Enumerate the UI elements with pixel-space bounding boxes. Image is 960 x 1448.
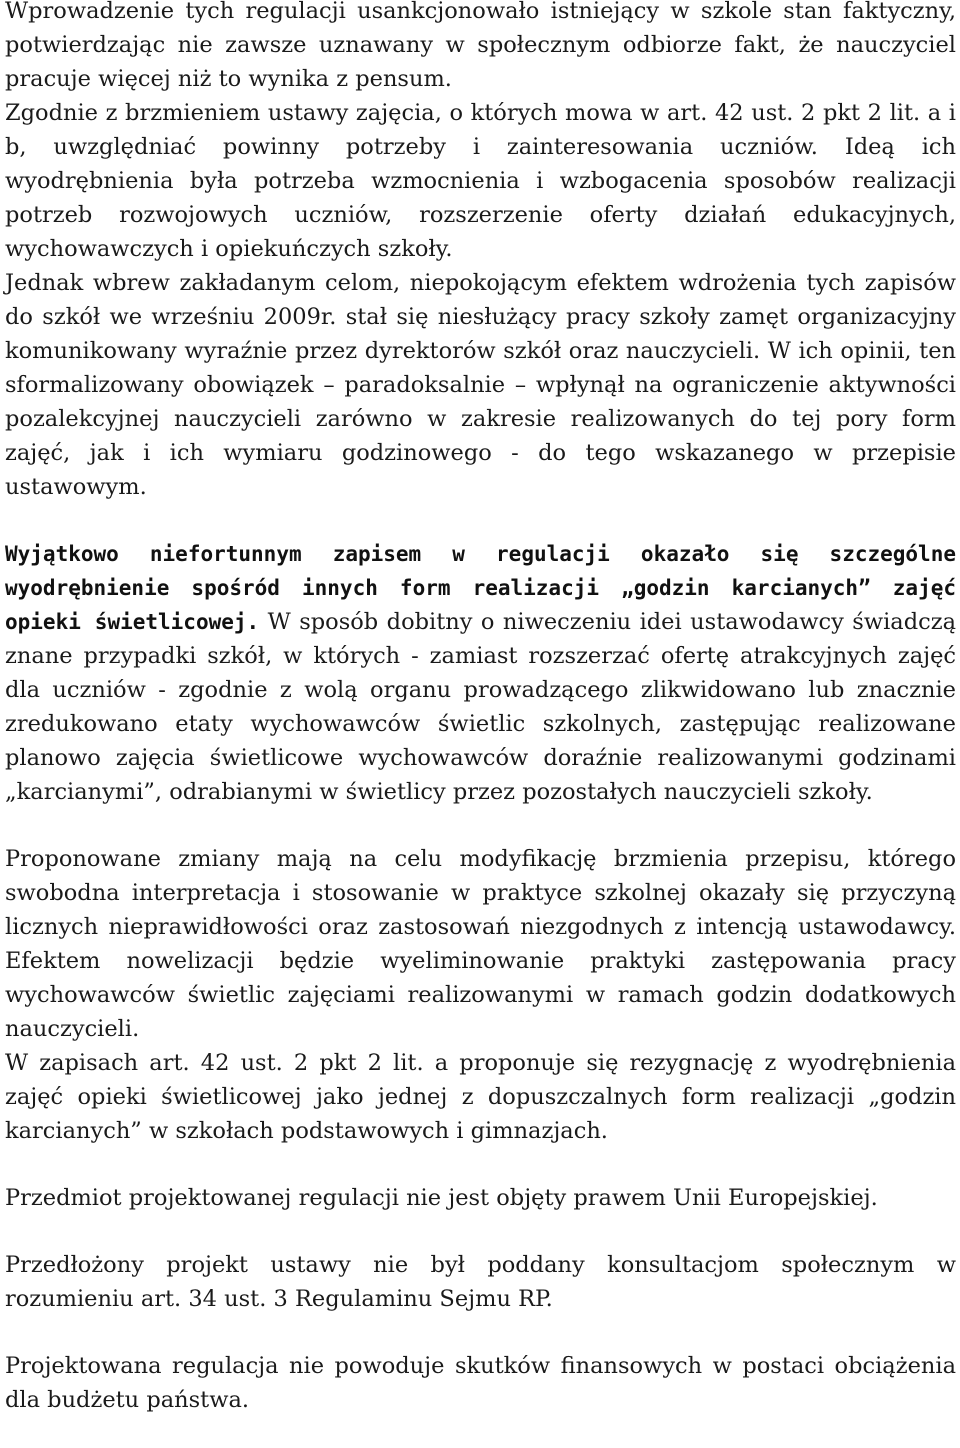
paragraph-gap: [5, 1215, 956, 1248]
paragraph-pensum: Wprowadzenie tych regulacji usankcjonowało istniejący w szkole stan faktyczny, potwierdzając nie zawsze uznawany w społecznym odbiorze fakt, że nauczyciel pracuje więcej niż to wynika z pensum.: [5, 0, 956, 92]
paragraph-proposed-changes: Proponowane zmiany mają na celu modyfikację brzmienia przepisu, którego swobodna interpretacja i stosowanie w praktyce szkolnej okazały się przyczyną licznych nieprawidłowości oraz zastosowań niezgodnych z intencją ustawodawcy. Efektem nowelizacji będzie wyeliminowanie praktyki zastępowania pracy wychowawców świetlic zajęciami realizowanymi w ramach godzin dodatkowych nauczycieli.: [5, 846, 956, 1042]
paragraph-consultations: Przedłożony projekt ustawy nie był poddany konsultacjom społecznym w rozumieniu art. 34 ust. 3 Regulaminu Sejmu RP.: [5, 1252, 956, 1312]
paragraph-gap: [5, 504, 956, 537]
paragraph-article-42: Zgodnie z brzmieniem ustawy zajęcia, o których mowa w art. 42 ust. 2 pkt 2 lit. a i b, uwzględniać powinny potrzeby i zainteresowania uczniów. Ideą ich wyodrębnienia była potrzeba wzmocnienia i wzbogacenia sposobów realizacji potrzeb rozwojowych uczniów, rozszerzenie oferty działań edukacyjnych, wychowawczych i opiekuńczych szkoły.: [5, 100, 956, 262]
paragraph-day-room-care-text: W sposób dobitny o niweczeniu idei ustawodawcy świadczą znane przypadki szkół, w których - zamiast rozszerzać ofertę atrakcyjnych zajęć dla uczniów - zgodnie z wolą organu prowadzącego zlikwidowano lub znacznie zredukowano etaty wychowawców świetlic szkolnych, zastępując realizowane planowo zajęcia świetlicowe wychowawców doraźnie realizowanymi godzinami „karcianymi”, odrabianymi w świetlicy przez pozostałych nauczycieli szkoły.: [5, 609, 956, 805]
emphasized-sentence: Wyjątkowo niefortunnym zapisem w regulacji okazało się szczególne wyodrębnienie spośród innych form realizacji „godzin karcianych” zajęć opieki świetlicowej.: [5, 542, 956, 634]
paragraph-day-room-care: [5, 537, 956, 809]
paragraph-financial-effects: Projektowana regulacja nie powoduje skutków finansowych w postaci obciążenia dla budżetu państwa.: [5, 1353, 956, 1413]
paragraph-gap: [5, 809, 956, 842]
paragraph-gap: [5, 1148, 956, 1181]
paragraph-article-42-amendment: W zapisach art. 42 ust. 2 pkt 2 lit. a proponuje się rezygnację z wyodrębnienia zajęć opieki świetlicowej jako jednej z dopuszczalnych form realizacji „godzin karcianych” w szkołach podstawowych i gimnazjach.: [5, 1050, 956, 1144]
paragraph-gap: [5, 1316, 956, 1349]
paragraph-implementation-effects: Jednak wbrew zakładanym celom, niepokojącym efektem wdrożenia tych zapisów do szkół we wrześniu 2009r. stał się niesłużący pracy szkoły zamęt organizacyjny komunikowany wyraźnie przez dyrektorów szkół oraz nauczycieli. W ich opinii, ten sformalizowany obowiązek – paradoksalnie – wpłynął na ograniczenie aktywności pozalekcyjnej nauczycieli zarówno w zakresie realizowanych do tej pory form zajęć, jak i ich wymiaru godzinowego - do tego wskazanego w przepisie ustawowym.: [5, 270, 956, 500]
document-page: [5, 0, 956, 1417]
paragraph-eu-law: Przedmiot projektowanej regulacji nie jest objęty prawem Unii Europejskiej.: [5, 1185, 878, 1211]
